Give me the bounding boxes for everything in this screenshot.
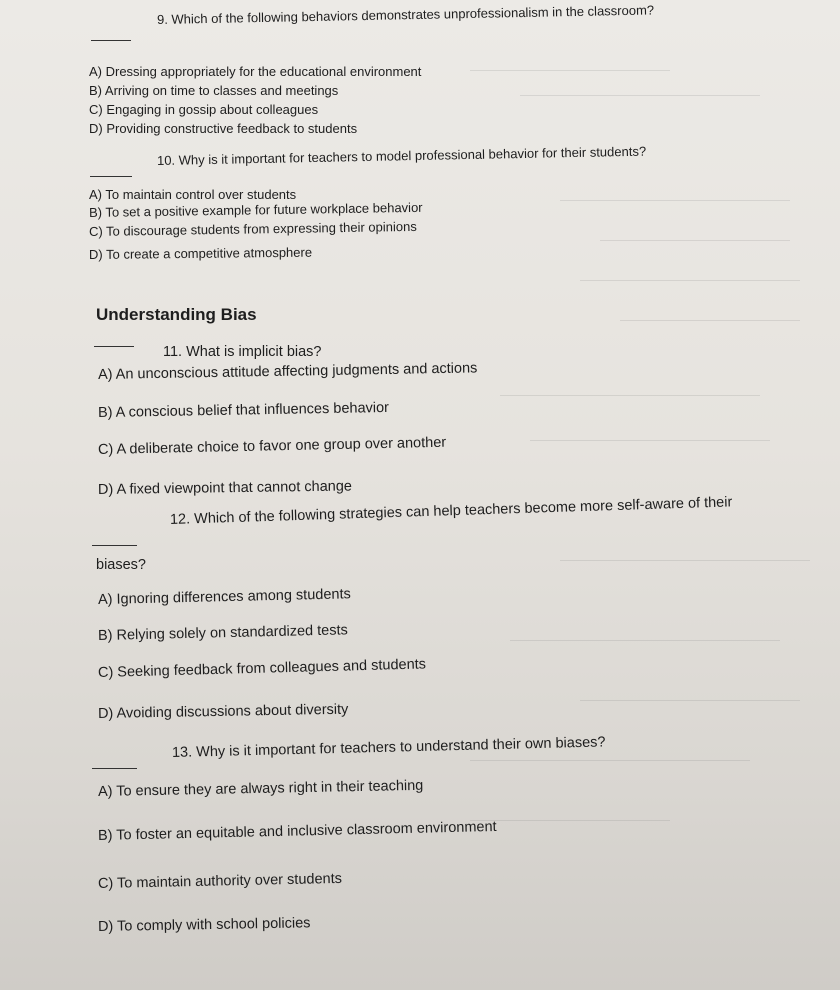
question-12-text: 12. Which of the following strategies can help teachers become more self-aware of their (169, 494, 733, 528)
q12-option-a: A) Ignoring differences among students (97, 586, 351, 608)
q9-option-a: A) Dressing appropriately for the educational environment (89, 64, 422, 79)
answer-blank-13[interactable] (92, 768, 137, 769)
answer-blank-12[interactable] (92, 545, 137, 546)
q9-option-c: C) Engaging in gossip about colleagues (89, 102, 319, 117)
q11-option-b: B) A conscious belief that influences behavior (97, 399, 390, 421)
q12-option-b: B) Relying solely on standardized tests (97, 622, 348, 644)
answer-blank-10[interactable] (90, 176, 132, 177)
q9-option-b: B) Arriving on time to classes and meetings (89, 83, 339, 98)
answer-blank-11[interactable] (94, 346, 134, 347)
q10-option-d: D) To create a competitive atmosphere (88, 244, 313, 262)
answer-blank-9[interactable] (91, 40, 131, 41)
q11-option-a: A) An unconscious attitude affecting judgments and actions (97, 360, 478, 383)
section-heading-bias: Understanding Bias (96, 305, 257, 324)
q11-option-c: C) A deliberate choice to favor one group over another (97, 434, 447, 458)
q13-option-d: D) To comply with school policies (97, 915, 311, 935)
q10-option-a: A) To maintain control over students (89, 187, 297, 202)
question-12-continuation: biases? (96, 557, 146, 573)
q9-option-d: D) Providing constructive feedback to students (89, 121, 358, 136)
q12-option-d: D) Avoiding discussions about diversity (97, 701, 349, 722)
question-10-text: 10. Why is it important for teachers to model professional behavior for their students? (156, 143, 647, 168)
question-11-text: 11. What is implicit bias? (163, 344, 322, 360)
q10-option-c: C) To discourage students from expressing their opinions (88, 218, 417, 239)
question-13-text: 13. Why is it important for teachers to understand their own biases? (171, 734, 606, 761)
q12-option-c: C) Seeking feedback from colleagues and students (97, 656, 427, 681)
q11-option-d: D) A fixed viewpoint that cannot change (97, 478, 353, 498)
q10-option-b: B) To set a positive example for future workplace behavior (88, 199, 423, 220)
q13-option-a: A) To ensure they are always right in their teaching (97, 777, 424, 800)
question-9-text: 9. Which of the following behaviors demonstrates unprofessionalism in the classroom? (156, 2, 655, 27)
q13-option-c: C) To maintain authority over students (97, 870, 343, 892)
q13-option-b: B) To foster an equitable and inclusive classroom environment (97, 818, 497, 844)
